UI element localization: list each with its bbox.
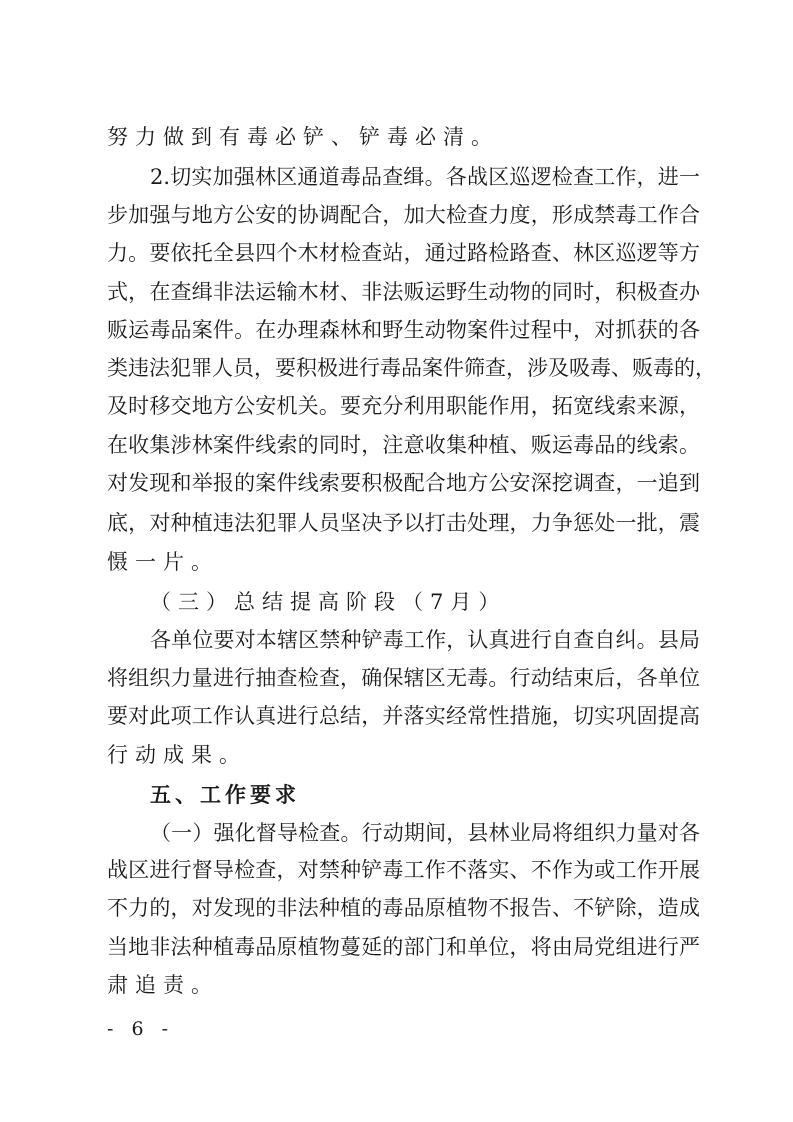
paragraph-line: 各单位要对本辖区禁种铲毒工作，认真进行自查自纠。县局 (150, 628, 700, 652)
paragraph-line: 2.切实加强林区通道毒品查缉。各战区巡逻检查工作，进一 (150, 165, 700, 189)
paragraph-line: 努力做到有毒必铲、铲毒必清。 (107, 125, 499, 149)
paragraph-line: 步加强与地方公安的协调配合，加大检查力度，形成禁毒工作合 (107, 203, 700, 227)
paragraph-line: 式，在查缉非法运输木材、非法贩运野生动物的同时，积极查办 (107, 280, 700, 304)
paragraph-line: 对发现和举报的案件线索要积极配合地方公安深挖调查，一追到 (107, 471, 700, 495)
paragraph-line: 力。要依托全县四个木材检查站，通过路检路查、林区巡逻等方 (107, 241, 700, 265)
paragraph-line: 行动成果。 (107, 743, 247, 767)
paragraph-line: 要对此项工作认真进行总结，并落实经常性措施，切实巩固提高 (107, 704, 700, 728)
paragraph-line: 战区进行督导检查，对禁种铲毒工作不落实、不作为或工作开展 (107, 858, 700, 882)
paragraph-line: （一）强化督导检查。行动期间，县林业局将组织力量对各 (150, 821, 700, 845)
page-number: - 6 - (107, 1018, 175, 1040)
paragraph-line: 当地非法种植毒品原植物蔓延的部门和单位，将由局党组进行严 (107, 935, 700, 959)
section-heading: 五、工作要求 (150, 783, 300, 807)
paragraph-line: 贩运毒品案件。在办理森林和野生动物案件过程中，对抓获的各 (107, 318, 700, 342)
paragraph-line: 不力的，对发现的非法种植的毒品原植物不报告、不铲除，造成 (107, 896, 700, 920)
paragraph-line: 底，对种植违法犯罪人员坚决予以打击处理，力争惩处一批，震 (107, 511, 700, 535)
paragraph-line: 类违法犯罪人员，要积极进行毒品案件筛查，涉及吸毒、贩毒的， (107, 356, 716, 380)
paragraph-line: 在收集涉林案件线索的同时，注意收集种植、贩运毒品的线索。 (107, 433, 700, 457)
paragraph-line: 慑一片。 (107, 550, 219, 574)
paragraph-line: 肃追责。 (107, 973, 219, 997)
paragraph-line: 将组织力量进行抽查检查，确保辖区无毒。行动结束后，各单位 (107, 666, 700, 690)
section-heading: （三）总结提高阶段（7月） (150, 590, 507, 614)
paragraph-line: 及时移交地方公安机关。要充分利用职能作用，拓宽线索来源， (107, 394, 700, 418)
